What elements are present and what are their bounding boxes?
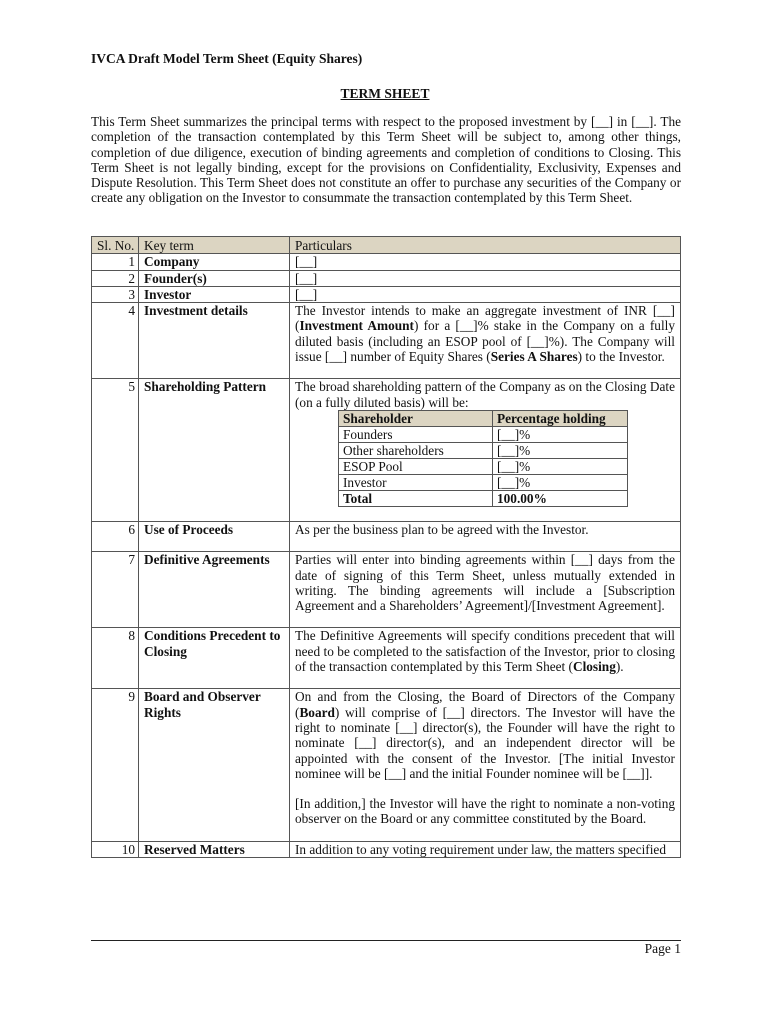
shareholder-name: ESOP Pool: [339, 458, 493, 474]
row-number: 4: [92, 303, 139, 379]
shareholder-name: Founders: [339, 426, 493, 442]
table-row: [92, 628, 681, 689]
header-sl-no: Sl. No.: [92, 237, 139, 254]
table-row: [92, 521, 681, 551]
row-key-term: Definitive Agreements: [139, 552, 290, 628]
shareholder-percentage: [__]%: [493, 442, 628, 458]
row-key-term: Conditions Precedent to Closing: [139, 628, 290, 689]
row-particulars: [__]: [290, 270, 681, 286]
row-key-term: Investment details: [139, 303, 290, 379]
table-row: [92, 254, 681, 270]
row-particulars: [290, 303, 681, 379]
row-number: 3: [92, 286, 139, 302]
text-run: The Investor intends to make an aggregate investment of INR [__] (: [295, 303, 675, 334]
text-run: ) will comprise of [__] directors. The Investor will have the right to nominate [__] director(s), the Founder will have the right to nominate [__] director(s), and an independent director will be appointed with the consent of the Investor. [The initial Investor nominee will be [__] and the initial Founder nominee will be [__]].: [295, 704, 675, 781]
row-number: 5: [92, 379, 139, 522]
shareholder-percentage: [__]%: [493, 426, 628, 442]
row-particulars: [__]: [290, 286, 681, 302]
total-label: Total: [339, 490, 493, 506]
row-number: 9: [92, 689, 139, 841]
table-header-row: [92, 237, 681, 254]
table-row: [92, 379, 681, 522]
defined-term: Investment Amount: [299, 318, 414, 334]
row-particulars: [__]: [290, 254, 681, 270]
observer-paragraph: [In addition,] the Investor will have the right to nominate a non-voting observer on the Board or any committee constituted by the Board.: [295, 796, 675, 827]
text-run: ) for a [__]% stake in the Company on a fully diluted basis (including an ESOP pool of [__]%). The Company will issue [__] number of Equity Shares (: [295, 318, 675, 365]
document-title: IVCA Draft Model Term Sheet (Equity Shares): [91, 51, 363, 66]
term-sheet-heading: [0, 86, 770, 102]
footer-divider: [91, 940, 681, 941]
table-row: [92, 841, 681, 857]
shareholding-header-row: [339, 410, 628, 426]
defined-term: Series A Shares: [490, 349, 578, 365]
table-row: [92, 270, 681, 286]
row-key-term: Company: [139, 254, 290, 270]
row-particulars: Parties will enter into binding agreements within [__] days from the date of signing of this Term Sheet, unless mutually extended in writing. The binding agreements will include a [Subscription Agreement and a Shareholders’ Agreement]/[Investment Agreement].: [290, 552, 681, 628]
row-number: 1: [92, 254, 139, 270]
row-key-term: Board and Observer Rights: [139, 689, 290, 841]
text-run: The Definitive Agreements will specify conditions precedent that will need to be completed to the satisfaction of the Investor, prior to closing of the transaction contemplated by this Term Sheet (: [295, 628, 675, 675]
table-row: [92, 303, 681, 379]
table-row: [92, 286, 681, 302]
page-number: Page 1: [644, 941, 681, 956]
intro-paragraph: This Term Sheet summarizes the principal terms with respect to the proposed investment by [__] in [__]. The completion of the transaction contemplated by this Term Sheet will be subject to, among other things, completion of due diligence, execution of binding agreements and completion of conditions to Closing. This Term Sheet is not legally binding, except for the provisions on Confidentiality, Exclusivity, Expenses and Dispute Resolution. This Term Sheet does not constitute an offer to purchase any securities of the Company or create any obligation on the Investor to consummate the transaction contemplated by this Term Sheet.: [91, 114, 681, 206]
row-particulars: [290, 689, 681, 841]
text-run: ) to the Investor.: [577, 349, 665, 365]
shareholding-row: [339, 426, 628, 442]
row-number: 10: [92, 841, 139, 857]
shareholding-total-row: [339, 490, 628, 506]
defined-term: Board: [299, 704, 335, 720]
header-key-term: Key term: [139, 237, 290, 254]
text-run: On and from the Closing, the Board of Directors of the Company (: [295, 689, 675, 720]
row-key-term: Investor: [139, 286, 290, 302]
shareholder-name: Other shareholders: [339, 442, 493, 458]
row-key-term: Shareholding Pattern: [139, 379, 290, 522]
row-particulars: [290, 628, 681, 689]
shareholder-percentage: [__]%: [493, 474, 628, 490]
defined-term: Closing: [572, 659, 616, 675]
board-paragraph: [295, 689, 675, 781]
row-key-term: Reserved Matters: [139, 841, 290, 857]
text-run: ).: [615, 659, 624, 675]
row-particulars: [290, 379, 681, 522]
shareholder-percentage: [__]%: [493, 458, 628, 474]
shareholding-table: [338, 410, 628, 507]
shareholding-row: [339, 442, 628, 458]
row-key-term: Use of Proceeds: [139, 521, 290, 551]
table-row: [92, 689, 681, 841]
row-key-term: Founder(s): [139, 270, 290, 286]
shareholding-row: [339, 458, 628, 474]
row-particulars: In addition to any voting requirement under law, the matters specified: [290, 841, 681, 857]
shareholding-header-shareholder: Shareholder: [339, 410, 493, 426]
row-number: 6: [92, 521, 139, 551]
row-particulars: As per the business plan to be agreed with the Investor.: [290, 521, 681, 551]
header-particulars: Particulars: [290, 237, 681, 254]
total-value: 100.00%: [493, 490, 628, 506]
term-sheet-table: [91, 236, 681, 858]
table-row: [92, 552, 681, 628]
shareholder-name: Investor: [339, 474, 493, 490]
row-number: 7: [92, 552, 139, 628]
row-number: 2: [92, 270, 139, 286]
shareholding-row: [339, 474, 628, 490]
row-number: 8: [92, 628, 139, 689]
shareholding-intro: The broad shareholding pattern of the Company as on the Closing Date (on a fully diluted basis) will be:: [295, 379, 675, 410]
shareholding-header-percentage: Percentage holding: [493, 410, 628, 426]
term-sheet-heading-text: TERM SHEET: [340, 86, 430, 101]
